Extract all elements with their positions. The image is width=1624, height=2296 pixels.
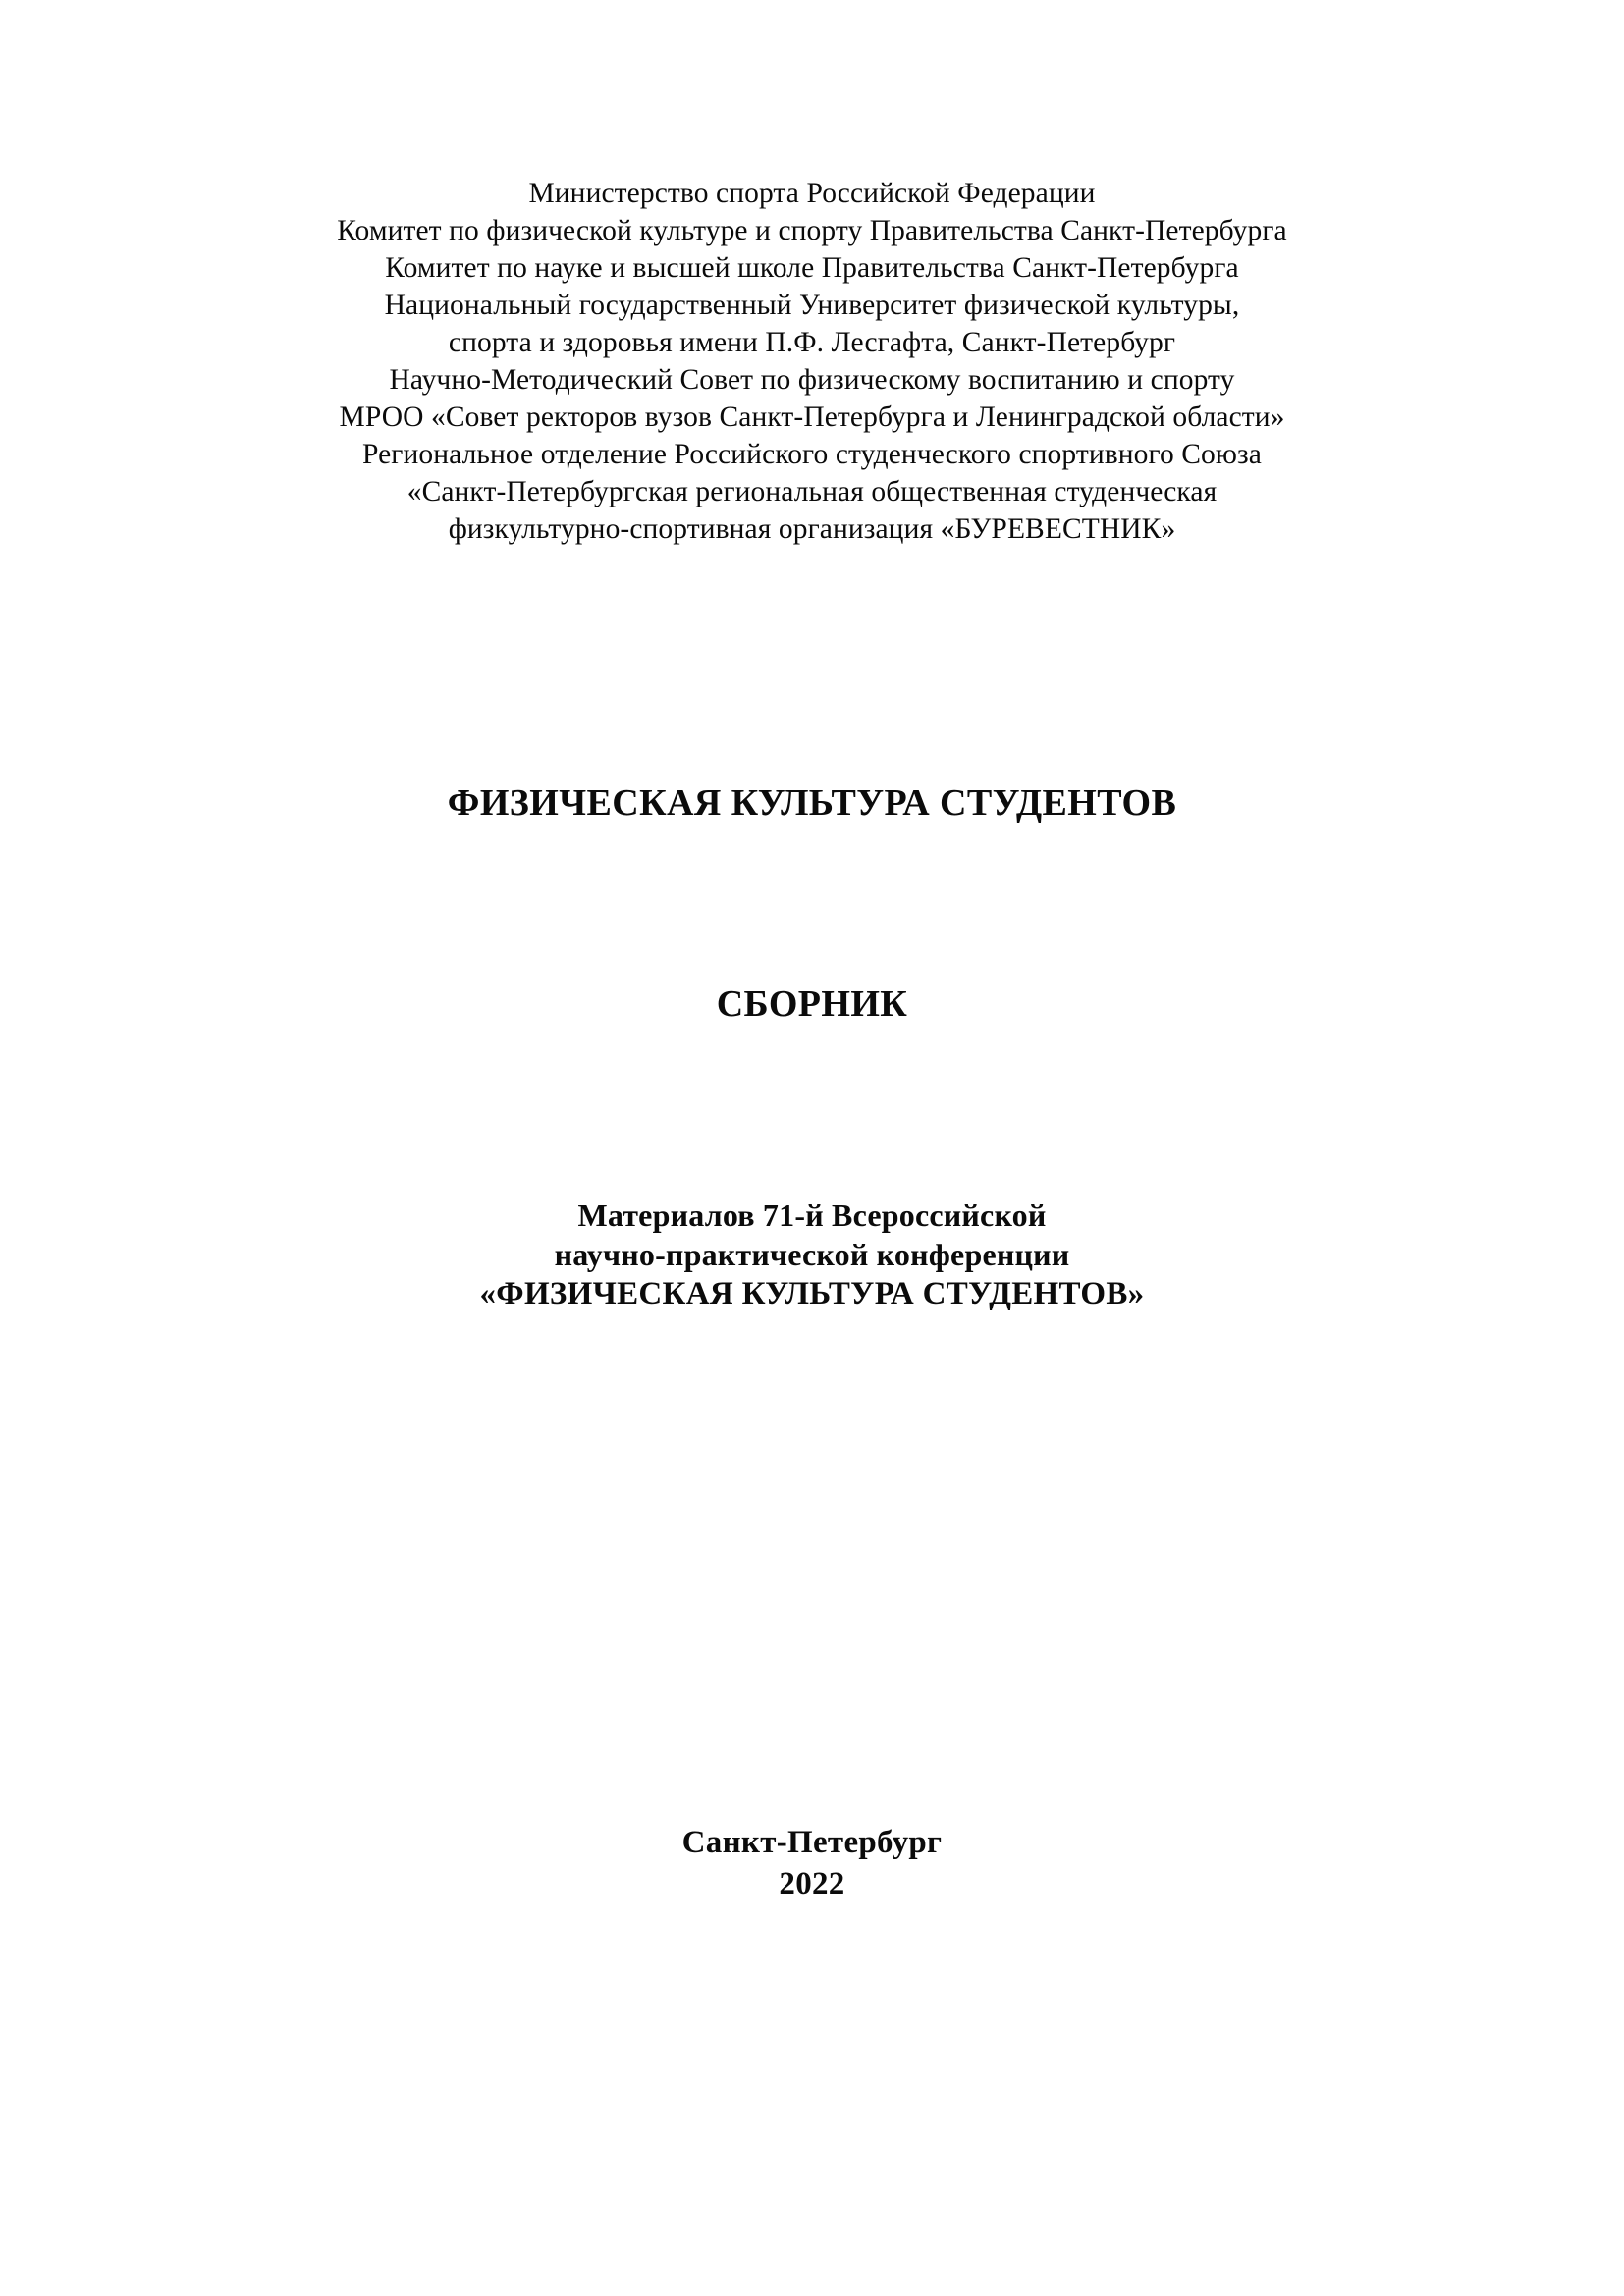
masthead <box>0 175 1624 548</box>
masthead-line-mroo: МРОО «Совет ректоров вузов Санкт-Петербурга и Ленинградской области» <box>339 401 1285 433</box>
main-title-text: ФИЗИЧЕСКАЯ КУЛЬТУРА СТУДЕНТОВ <box>447 782 1177 824</box>
masthead-line-science-committee: Комитет по науке и высшей школе Правительства Санкт-Петербурга <box>385 252 1239 284</box>
masthead-line-burevestnik-2: физкультурно-спортивная организация «БУРЕВЕСТНИК» <box>448 513 1176 545</box>
main-title <box>0 780 1624 826</box>
imprint-city: Санкт-Петербург <box>681 1825 943 1860</box>
materials-line-conference-type: научно-практической конференции <box>554 1237 1070 1272</box>
materials-line-conference-name: «ФИЗИЧЕСКАЯ КУЛЬТУРА СТУДЕНТОВ» <box>479 1276 1145 1311</box>
imprint <box>0 1822 1624 1904</box>
materials-line-conference-number: Материалов 71-й Всероссийской <box>577 1198 1047 1233</box>
masthead-line-university-2: спорта и здоровья имени П.Ф. Лесгафта, Санкт-Петербург <box>448 327 1176 358</box>
masthead-line-sport-committee: Комитет по физической культуре и спорту Правительства Санкт-Петербурга <box>337 215 1287 246</box>
masthead-line-university-1: Национальный государственный Университет физической культуры, <box>384 290 1240 321</box>
conference-materials <box>0 1196 1624 1313</box>
imprint-year: 2022 <box>779 1866 845 1901</box>
masthead-line-student-union: Региональное отделение Российского студенческого спортивного Союза <box>362 439 1262 470</box>
collection-label-text: СБОРНИК <box>716 984 908 1025</box>
masthead-line-council: Научно-Методический Совет по физическому воспитанию и спорту <box>389 364 1235 396</box>
masthead-line-ministry: Министерство спорта Российской Федерации <box>528 178 1096 209</box>
collection-label <box>0 982 1624 1027</box>
masthead-line-burevestnik-1: «Санкт-Петербургская региональная общественная студенческая <box>406 476 1218 507</box>
